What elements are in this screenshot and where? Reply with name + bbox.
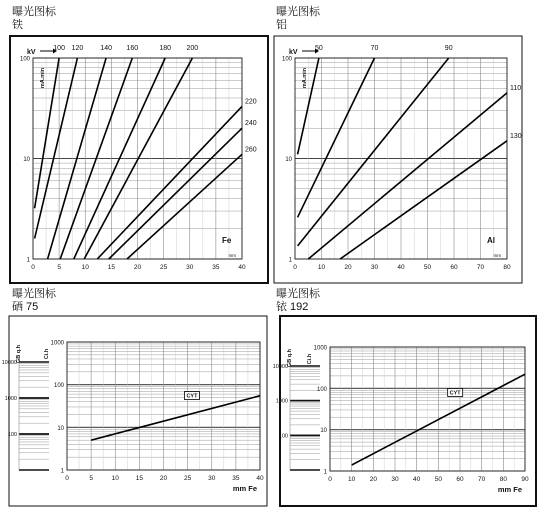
kv-series-label: 110 [510, 84, 522, 92]
kv-series-label: 140 [100, 45, 112, 52]
x-unit-label: mm [493, 253, 501, 258]
x-tick-label: 10 [348, 476, 356, 483]
kv-series-label: 220 [245, 98, 257, 106]
x-tick-label: 30 [391, 476, 399, 483]
x-tick-label: 60 [456, 476, 464, 483]
x-tick-label: 0 [293, 264, 297, 271]
y-tick-label: 100 [281, 56, 292, 63]
source-label: CYT [186, 393, 198, 400]
x-tick-label: 0 [31, 264, 35, 271]
y-tick-label: 100 [316, 386, 327, 393]
kv-series-label: 260 [245, 146, 257, 154]
source-label: CYT [449, 390, 461, 397]
x-tick-label: 0 [328, 476, 332, 483]
kv-series-label: 200 [186, 45, 199, 52]
x-tick-label: 40 [256, 475, 264, 482]
y-axis-label: mA.min [302, 67, 308, 89]
x-unit-label: mm [228, 253, 236, 258]
x-tick-label: 20 [159, 475, 168, 482]
x-tick-label: 20 [133, 264, 142, 271]
x-tick-label: 20 [344, 264, 352, 271]
panel-frame [10, 36, 268, 283]
kv-series-label: 130 [510, 132, 522, 140]
kv-label: kV [289, 49, 298, 56]
caption-iron-line2: 铁 [12, 19, 23, 31]
kv-series-label: 100 [53, 45, 65, 52]
x-tick-label: 90 [521, 476, 529, 483]
x-tick-label: 0 [65, 475, 69, 482]
chart-panel-4 [273, 316, 536, 506]
kv-series-label: 180 [159, 45, 172, 52]
x-tick-label: 60 [450, 264, 458, 271]
y-tick-label: 1000 [50, 340, 64, 347]
y-tick-label: 10 [320, 428, 327, 435]
chart-panel-3 [2, 316, 267, 506]
gbq-axis-label: GB q.h [16, 344, 22, 364]
material-label: Fe [222, 236, 232, 245]
gbq-tick-label: 1000 [4, 396, 17, 402]
x-tick-label: 40 [238, 264, 246, 271]
caption-iridium-line2: 铱 192 [276, 301, 309, 313]
y-tick-label: 100 [53, 383, 64, 390]
gbq-tick-label: 10000 [272, 364, 288, 370]
caption-iron-line1: 曝光图标 [12, 6, 56, 18]
kv-series-label: 50 [314, 45, 323, 52]
x-tick-label: 50 [434, 476, 442, 483]
series-line-220 [97, 106, 242, 259]
y-axis-label: mA.min [40, 67, 46, 89]
y-tick-label: 10 [285, 157, 292, 163]
kv-series-label: 160 [126, 45, 139, 52]
x-tick-label: 25 [160, 264, 168, 271]
caption-aluminum-line1: 曝光图标 [276, 6, 320, 18]
x-tick-label: 10 [81, 264, 89, 271]
x-tick-label: 35 [232, 475, 240, 482]
series-line-70 [298, 58, 375, 217]
x-axis-label: mm Fe [232, 484, 257, 493]
y-tick-label: 100 [19, 56, 30, 63]
x-tick-label: 40 [397, 264, 405, 271]
gbq-tick-label: 10000 [1, 360, 17, 366]
kv-series-label: 120 [71, 45, 84, 52]
y-tick-label: 1 [323, 469, 327, 476]
chart-panel-1 [10, 36, 268, 283]
x-tick-label: 30 [370, 264, 379, 271]
x-tick-label: 30 [208, 475, 216, 482]
x-tick-label: 15 [135, 475, 143, 482]
x-tick-label: 5 [89, 475, 93, 482]
y-tick-label: 1 [288, 257, 292, 264]
kv-label: kV [27, 49, 36, 56]
y-tick-label: 1 [26, 257, 30, 264]
x-tick-label: 50 [423, 264, 432, 271]
x-tick-label: 80 [503, 264, 511, 271]
material-label: Al [487, 236, 495, 245]
x-tick-label: 70 [478, 476, 486, 483]
x-axis-label: mm Fe [497, 485, 522, 494]
chart-panel-2 [274, 36, 522, 283]
x-tick-label: 10 [317, 264, 326, 271]
gbq-tick-label: 100 [278, 433, 288, 440]
gbq-tick-label: 100 [7, 432, 17, 438]
kv-series-label: 90 [444, 45, 453, 52]
gbq-tick-label: 1000 [275, 398, 288, 405]
caption-selenium-line2: 硒 75 [12, 301, 39, 313]
x-tick-label: 20 [369, 476, 377, 483]
y-axis-label: Ci.h [44, 348, 50, 360]
y-tick-label: 10 [57, 425, 64, 432]
y-tick-label: 1000 [313, 345, 327, 352]
series-line-90 [298, 58, 449, 246]
x-tick-label: 80 [499, 476, 507, 483]
x-tick-label: 70 [476, 264, 485, 271]
x-tick-label: 5 [57, 264, 61, 271]
x-tick-label: 10 [111, 475, 119, 482]
x-tick-label: 40 [413, 476, 421, 483]
panel-frame [274, 36, 522, 283]
series-line-110 [308, 93, 507, 259]
x-tick-label: 35 [212, 264, 220, 271]
caption-selenium-line1: 曝光图标 [12, 288, 56, 300]
y-tick-label: 1 [60, 468, 64, 475]
x-tick-label: 30 [186, 264, 194, 271]
kv-series-label: 240 [245, 120, 257, 128]
caption-iridium-line1: 曝光图标 [276, 288, 320, 300]
caption-aluminum-line2: 铝 [276, 19, 287, 31]
x-tick-label: 15 [107, 264, 115, 271]
kv-series-label: 70 [370, 45, 379, 52]
gbq-axis-label: GB q.h [287, 348, 293, 368]
y-tick-label: 10 [23, 157, 30, 163]
y-axis-label: Ci.h [307, 353, 313, 365]
x-tick-label: 25 [184, 475, 192, 482]
